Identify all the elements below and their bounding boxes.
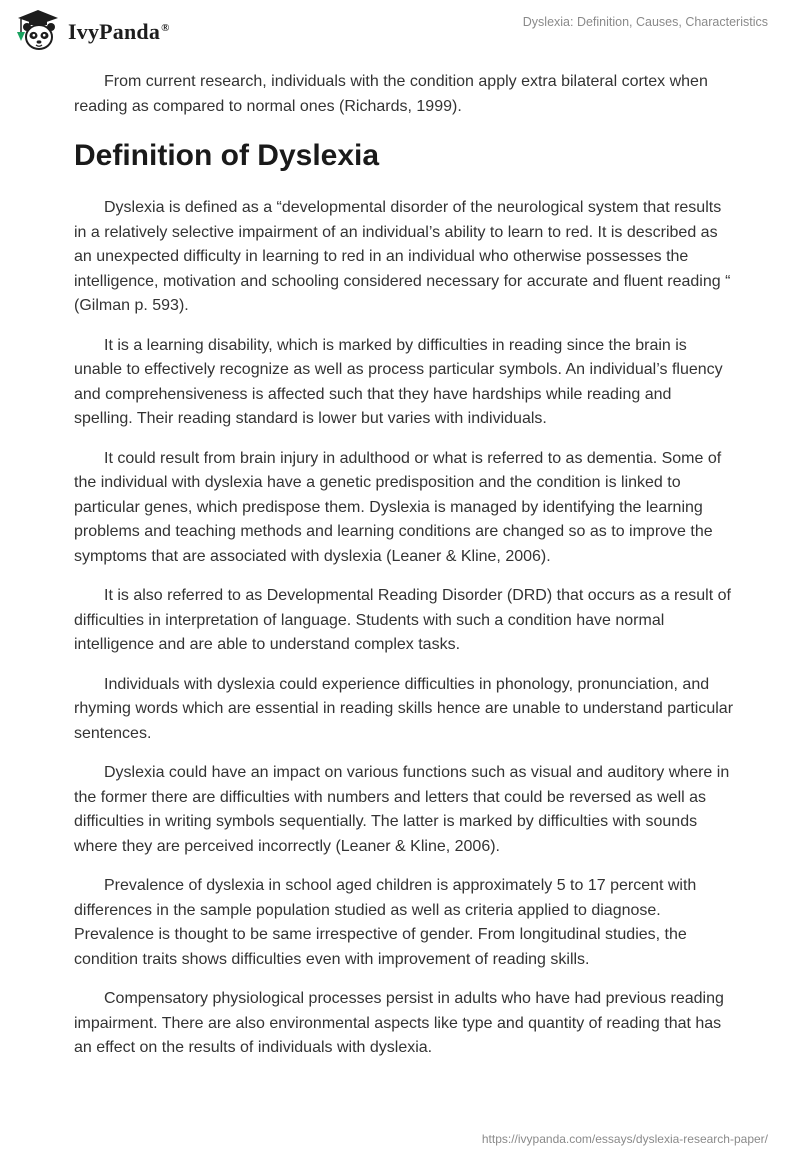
document-title: Dyslexia: Definition, Causes, Characteristics: [522, 15, 768, 29]
intro-paragraph: From current research, individuals with the condition apply extra bilateral cortex when reading as compared to normal ones (Richards, 1999).: [74, 73, 708, 115]
section-heading: Definition of Dyslexia: [74, 139, 380, 172]
paragraph: Dyslexia could have an impact on various functions such as visual and auditory where in the former there are difficulties with numbers and letters that could be reversed as well as difficulties in writing symbols sequentially. The latter is marked by difficulties with sounds where they are perceived incorrectly (Leaner & Kline, 2006).: [74, 764, 730, 855]
paragraph: Compensatory physiological processes persist in adults who have had previous reading impairment. There are also environmental aspects like type and quantity of reading that has an effect on the results of individuals with dyslexia.: [74, 990, 724, 1056]
registered-mark: ®: [161, 21, 170, 34]
paragraph: It is also referred to as Developmental Reading Disorder (DRD) that occurs as a result of difficulties in interpretation of language. Students with such a condition have normal intelligence and are able to understand complex tasks.: [74, 587, 731, 653]
paragraph: It is a learning disability, which is marked by difficulties in reading since the brain is unable to effectively recognize as well as process particular symbols. An individual’s fluency and comprehensiveness is affected such that they have hardships while reading and spelling. Their reading standard is lower but varies with individuals.: [74, 336, 723, 427]
paragraph: Prevalence of dyslexia in school aged children is approximately 5 to 17 percent with differences in the sample population studied as well as criteria applied to diagnose. Prevalence is thought to be same irrespective of gender. From longitudinal studies, the condition traits shows difficulties even with improvement of reading skills.: [74, 877, 697, 968]
paragraph: Individuals with dyslexia could experience difficulties in phonology, pronunciation, and rhyming words which are essential in reading skills hence are unable to understand particular sentences.: [74, 675, 734, 742]
ivypanda-logo[interactable]: [12, 8, 170, 52]
panda-graduate-icon: [12, 8, 64, 52]
page-header: [0, 0, 800, 60]
brand-name: [68, 19, 170, 45]
source-url[interactable]: https://ivypanda.com/essays/dyslexia-research-paper/: [481, 1132, 768, 1146]
paragraph: Dyslexia is defined as a “developmental disorder of the neurological system that results in a relatively selective impairment of an individual’s ability to learn to red. It is described as an unexpected difficulty in learning to red in an individual who otherwise possesses the intelligence, motivation and schooling considered necessary for accurate and fluent reading “ (Gilman p. 593).: [74, 199, 731, 314]
paragraph: It could result from brain injury in adulthood or what is referred to as dementia. Some of the individual with dyslexia have a genetic predisposition and the condition is linked to particular genes, which predispose them. Dyslexia is managed by identifying the learning problems and teaching methods and learning conditions are changed so as to improve the symptoms that are associated with dyslexia (Leaner & Kline, 2006).: [74, 449, 722, 565]
brand-label: IvyPanda: [68, 19, 161, 44]
article-body: [74, 70, 734, 1076]
